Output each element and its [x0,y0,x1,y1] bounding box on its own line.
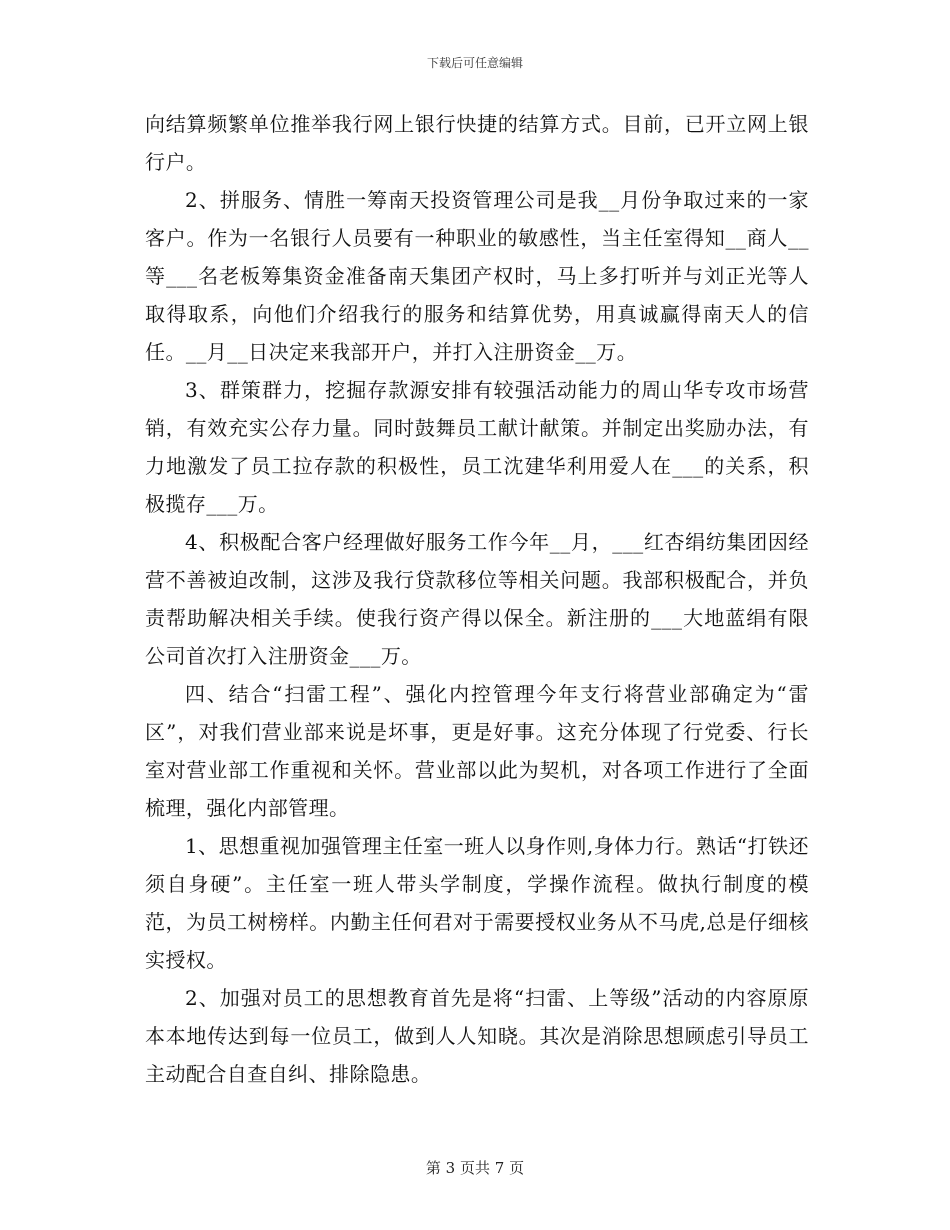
document-body [145,105,809,1093]
paragraph-2: 2、拼服务、情胜一筹南天投资管理公司是我__月份争取过来的一家客户。作为一名银行人员要有一种职业的敏感性，当主任室得知__商人__等___名老板筹集资金准备南天集团产权时，马上多打听并与刘正光等人取得取系，向他们介绍我行的服务和结算优势，用真诚赢得南天人的信任。__月__日决定来我部开户，并打入注册资金__万。 [145,188,809,364]
paragraph-1: 向结算频繁单位推举我行网上银行快捷的结算方式。目前，已开立网上银行户。 [145,112,809,174]
page-footer: 第 3 页共 7 页 [425,1159,525,1177]
paragraph-6: 1、思想重视加强管理主任室一班人以身作则,身体力行。熟话“打铁还须自身硬”。主任室一班人带头学制度，学操作流程。做执行制度的模范，为员工树榜样。内勤主任何君对于需要授权业务从不马虎,总是仔细核实授权。 [145,834,809,972]
paragraph-7: 2、加强对员工的思想教育首先是将“扫雷、上等级”活动的内容原原本本地传达到每一位员工，做到人人知晓。其次是消除思想顾虑引导员工主动配合自查自纠、排除隐患。 [145,986,809,1086]
paragraph-3: 3、群策群力，挖掘存款源安排有较强活动能力的周山华专攻市场营销，有效充实公存力量。同时鼓舞员工献计献策。并制定出奖励办法，有力地激发了员工拉存款的积极性，员工沈建华利用爱人在___的关系，积极揽存___万。 [145,378,809,516]
page-header: 下载后可任意编辑 [426,56,523,70]
paragraph-4: 4、积极配合客户经理做好服务工作今年__月，___红杏绢纺集团因经营不善被迫改制，这涉及我行贷款移位等相关问题。我部积极配合，并负责帮助解决相关手续。使我行资产得以保全。新注册的___大地蓝绢有限公司首次打入注册资金___万。 [145,530,809,668]
paragraph-5: 四、结合“扫雷工程”、强化内控管理今年支行将营业部确定为“雷区”，对我们营业部来说是坏事，更是好事。这充分体现了行党委、行长室对营业部工作重视和关怀。营业部以此为契机，对各项工作进行了全面梳理，强化内部管理。 [145,682,809,820]
